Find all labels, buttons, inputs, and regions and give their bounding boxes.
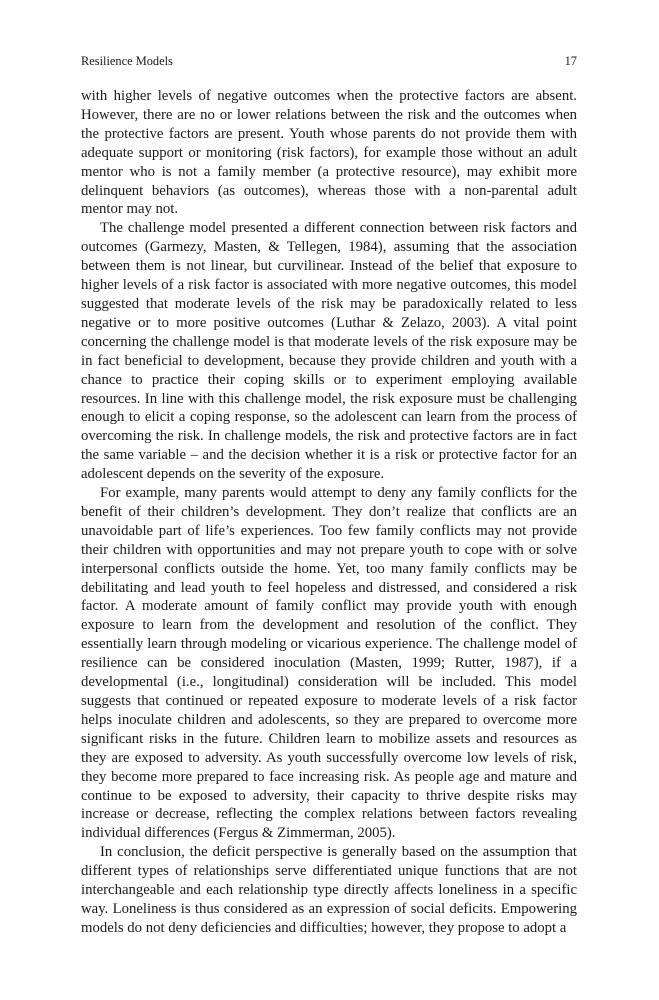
running-header xyxy=(81,53,577,69)
paragraph-challenge-model: The challenge model presented a different connection between risk factors and outcomes (Garmezy, Masten, & Tellegen, 1984), assuming that the association between them is not linear, but curvilinear. Instead of the belief that exposure to higher levels of a risk factor is associated with more negative outcomes, this model suggested that moderate levels of the risk may be paradoxically related to less negative or to more positive outcomes (Luthar & Zelazo, 2003). A vital point concerning the challenge model is that moderate levels of the risk exposure may be in fact beneficial to development, because they provide children and youth with a chance to practice their coping skills or to experiment employing available resources. In line with this challenge model, the risk exposure must be challenging enough to elicit a coping response, so the adolescent can learn from the process of overcoming the risk. In challenge models, the risk and protective factors are in fact the same variable – and the decision whether it is a risk or protective factor for an adolescent depends on the severity of the exposure. xyxy=(81,220,577,483)
paragraph-continued: with higher levels of negative outcomes when the protective factors are absent. However, there are no or lower relations between the risk and the outcomes when the protective factors are present. Youth whose parents do not provide them with adequate support or monitoring (risk factors), for example those without an adult mentor who is not a family member (a protective resource), may exhibit more delinquent behaviors (as outcomes), whereas those with a non-parental adult mentor may not. xyxy=(81,88,577,218)
body-text xyxy=(81,87,577,938)
paragraph-family-conflicts-example: For example, many parents would attempt to deny any family conflicts for the benefit of their children’s development. They don’t realize that conflicts are an unavoidable part of life’s experiences. Too few family conflicts may not provide their children with opportunities and may not prepare youth to cope with or solve interpersonal conflicts outside the home. Yet, too many family conflicts may be debilitating and lead youth to feel hopeless and distressed, and considered a risk factor. A moderate amount of family conflict may provide youth with enough exposure to learn from the development and resolution of the conflict. They essentially learn through modeling or vicarious experience. The challenge model of resilience can be considered inoculation (Masten, 1999; Rutter, 1987), if a developmental (i.e., longitudinal) consideration will be included. This model suggests that continued or repeated exposure to moderate levels of a risk factor helps inoculate children and adolescents, so they are prepared to overcome more significant risks in the future. Children learn to mobilize assets and resources as they are exposed to adversity. As youth successfully overcome low levels of risk, they become more prepared to face increasing risk. As people age and mature and continue to be exposed to adversity, their capacity to thrive despite risks may increase or decrease, reflecting the complex relations between factors revealing individual differences (Fergus & Zimmerman, 2005). xyxy=(81,485,577,842)
page-number: 17 xyxy=(564,54,577,68)
paragraph-conclusion: In conclusion, the deficit perspective is generally based on the assumption that different types of relationships serve differentiated unique functions that are not interchangeable and each relationship type directly affects loneliness in a specific way. Loneliness is thus considered as an expression of social deficits. Empowering models do not deny deficiencies and difficulties; however, they propose to adopt a xyxy=(81,844,577,936)
running-title: Resilience Models xyxy=(81,54,173,68)
